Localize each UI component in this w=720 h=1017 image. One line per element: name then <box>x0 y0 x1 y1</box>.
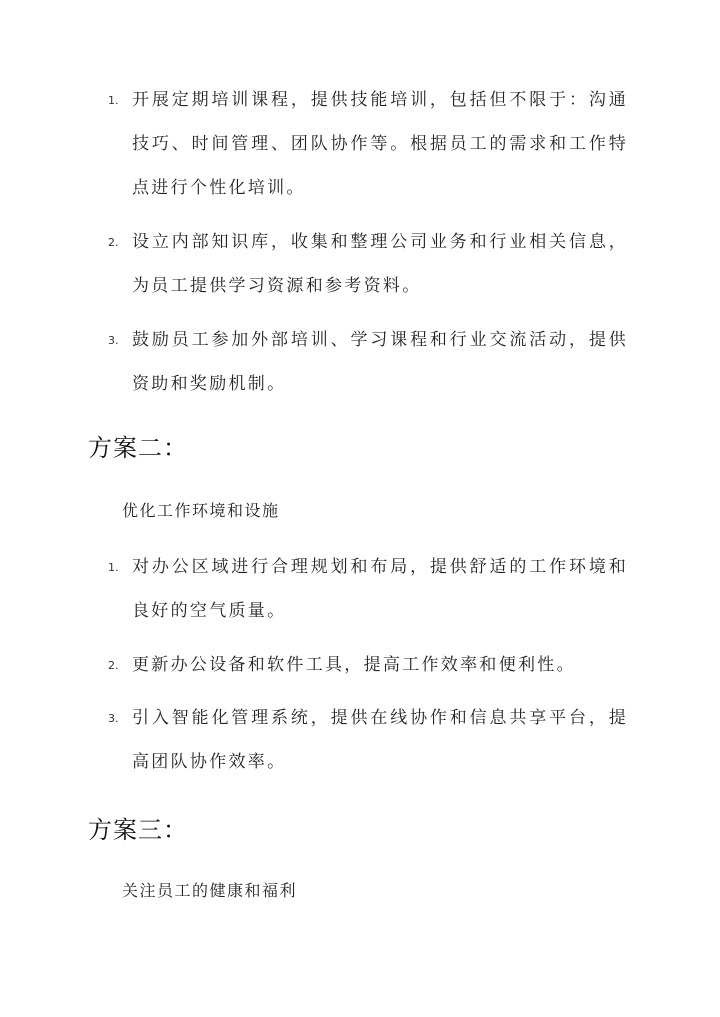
list-number: 2. <box>108 236 119 249</box>
list-number: 1. <box>108 561 119 574</box>
list-item-text: 更新办公设备和软件工具，提高工作效率和便利性。 <box>132 655 576 675</box>
list-number: 3. <box>108 712 119 725</box>
list-number: 2. <box>108 659 119 672</box>
section-heading: 方案二： <box>88 434 188 462</box>
list-number: 3. <box>108 334 119 347</box>
list-item-text: 鼓励员工参加外部培训、学习课程和行业交流活动，提供资助和奖励机制。 <box>132 330 628 394</box>
list-number: 1. <box>108 94 119 107</box>
list-item-text: 对办公区域进行合理规划和布局，提供舒适的工作环境和良好的空气质量。 <box>132 557 628 621</box>
list-item-text: 设立内部知识库，收集和整理公司业务和行业相关信息，为员工提供学习资源和参考资料。 <box>132 232 628 296</box>
section-subtitle: 关注员工的健康和福利 <box>122 881 298 900</box>
list-item-text: 引入智能化管理系统，提供在线协作和信息共享平台，提高团队协作效率。 <box>132 708 628 772</box>
section-subtitle: 优化工作环境和设施 <box>122 501 280 520</box>
list-item-text: 开展定期培训课程，提供技能培训，包括但不限于：沟通技巧、时间管理、团队协作等。根据员工的需求和工作特点进行个性化培训。 <box>132 90 628 198</box>
section-heading: 方案三： <box>88 816 188 844</box>
